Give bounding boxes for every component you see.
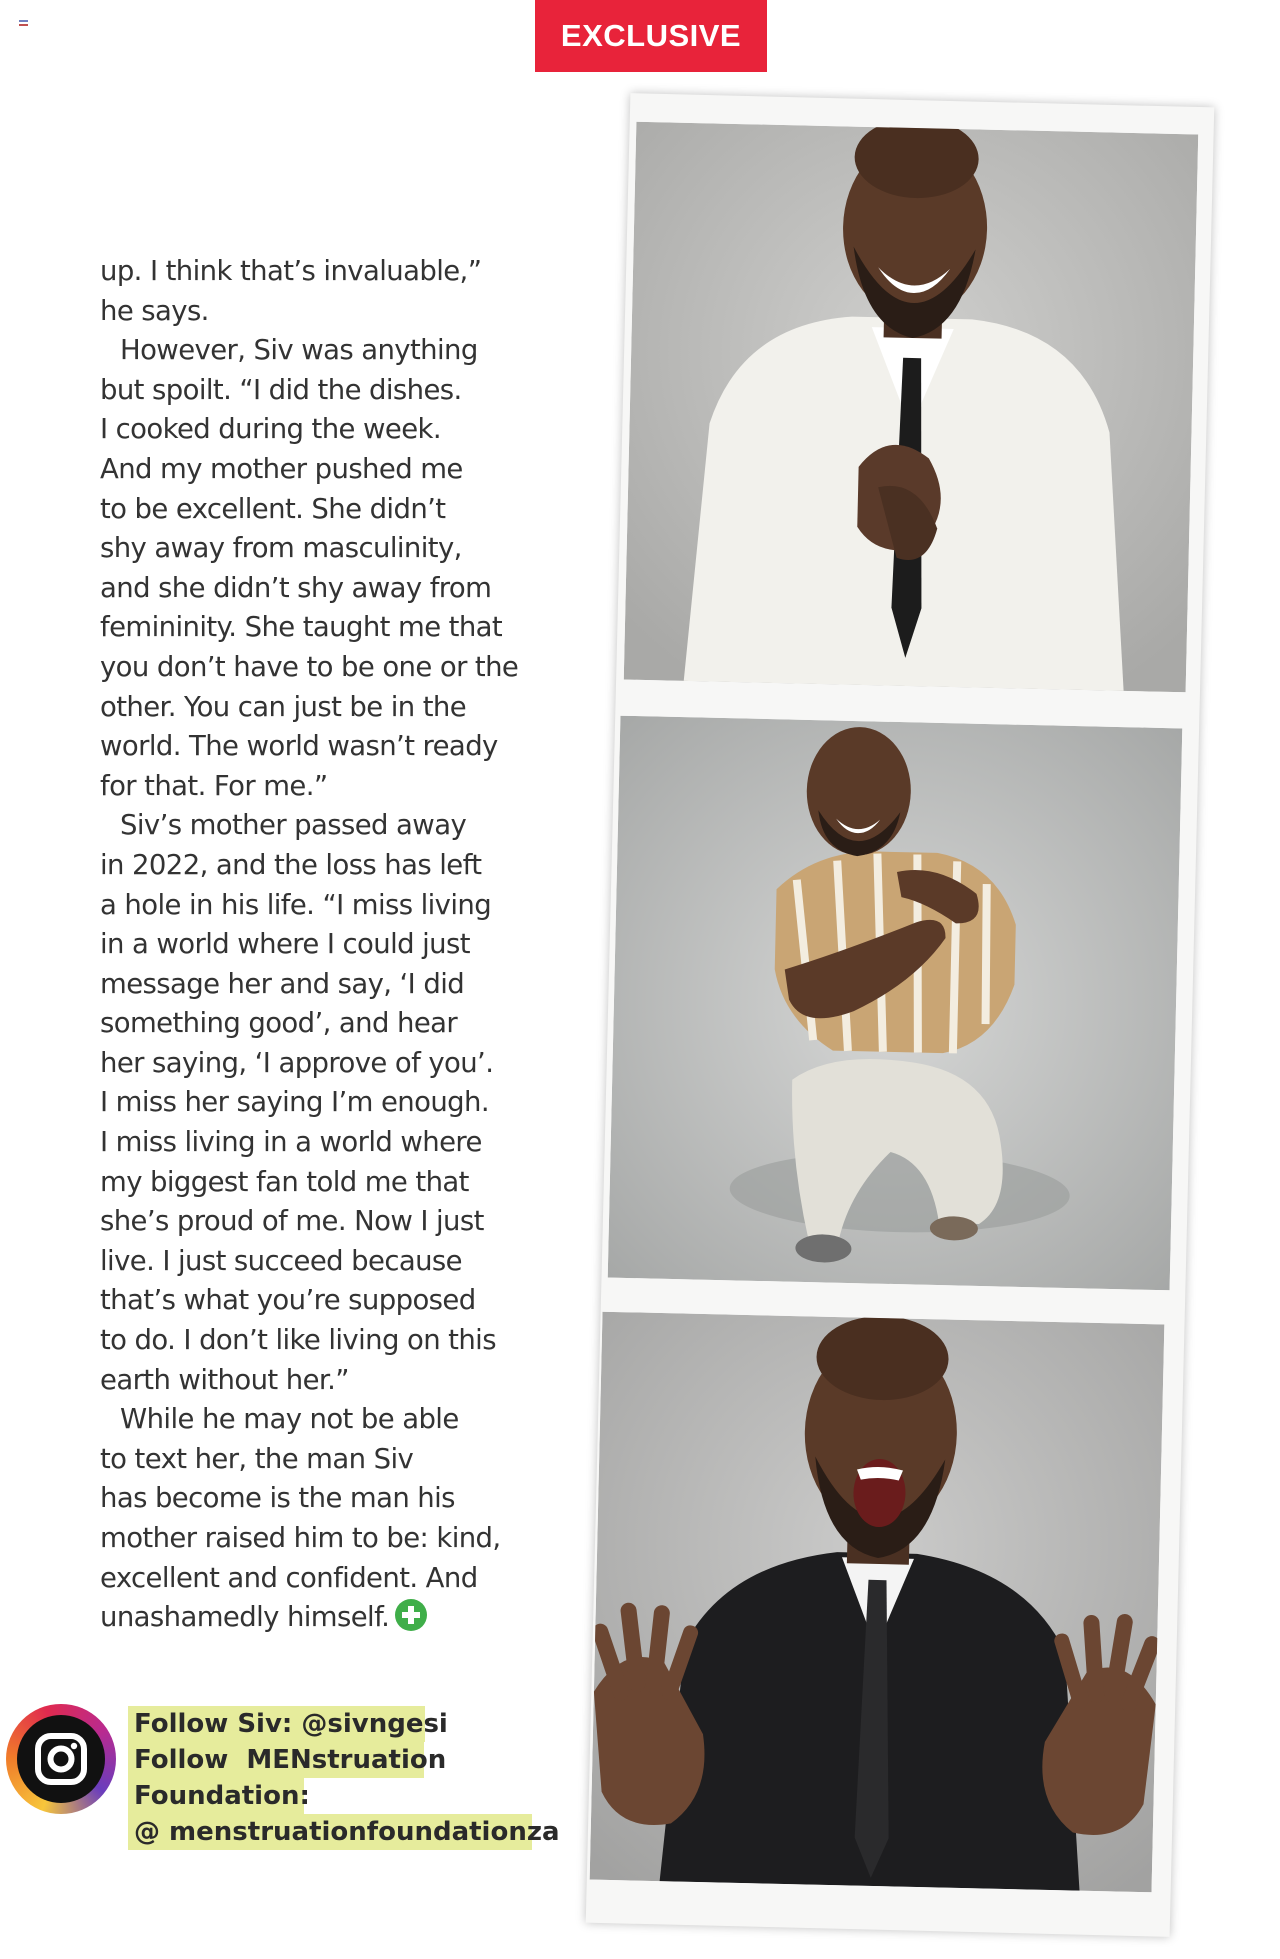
plus-circle-icon	[395, 1599, 427, 1631]
exclusive-tag-label: EXCLUSIVE	[560, 18, 742, 53]
article-body	[100, 252, 540, 1638]
article-line: And my mother pushed me	[100, 452, 463, 485]
article-line: I cooked during the week.	[100, 413, 442, 446]
article-line: you don’t have to be one or the	[100, 650, 519, 683]
article-line: a hole in his life. “I miss living	[100, 888, 492, 921]
follow-siv-handle[interactable]: Follow Siv: @sivngesi	[128, 1706, 425, 1742]
article-line: but spoilt. “I did the dishes.	[100, 373, 462, 406]
article-line: I miss her saying I’m enough.	[100, 1086, 490, 1119]
article-line: other. You can just be in the	[100, 690, 467, 723]
article-line: While he may not be able	[120, 1403, 459, 1436]
exclusive-tag	[535, 0, 767, 72]
article-line: has become is the man his	[100, 1482, 455, 1515]
article-line: world. The world wasn’t ready	[100, 730, 498, 763]
article-line: shy away from masculinity,	[100, 532, 462, 565]
article-line: to text her, the man Siv	[100, 1442, 414, 1475]
photo-white-suit	[624, 122, 1199, 693]
article-line: to do. I don’t like living on this	[100, 1324, 496, 1357]
article-line: she’s proud of me. Now I just	[100, 1205, 484, 1238]
instagram-icon-inner	[17, 1715, 105, 1803]
article-line: in 2022, and the loss has left	[100, 848, 482, 881]
article-line: to be excellent. She didn’t	[100, 492, 446, 525]
article-last-line	[100, 1598, 540, 1638]
article-line: and she didn’t shy away from	[100, 571, 492, 604]
article-line: my biggest fan told me that	[100, 1165, 469, 1198]
article-line: excellent and confident. And	[100, 1561, 478, 1594]
photo-striped-shirt-image	[608, 716, 1183, 1291]
photo-striped-shirt-crouching	[608, 716, 1183, 1291]
photo-strip	[560, 90, 1240, 1930]
article-line: earth without her.”	[100, 1363, 349, 1396]
article-line: something good’, and hear	[100, 1007, 458, 1040]
article-line: up. I think that’s invaluable,”	[100, 255, 482, 287]
article-line: in a world where I could just	[100, 928, 470, 961]
photo-black-suit-image	[590, 1312, 1165, 1893]
article-line: message her and say, ‘I did	[100, 967, 465, 1000]
article-line: for that. For me.”	[100, 769, 328, 802]
article-line: live. I just succeed because	[100, 1244, 462, 1277]
article-line: Siv’s mother passed away	[120, 809, 467, 842]
follow-foundation-handle[interactable]: @ menstruationfoundationza	[128, 1814, 532, 1850]
follow-foundation-line-2: Foundation:	[128, 1778, 304, 1814]
article-line: mother raised him to be: kind,	[100, 1522, 501, 1554]
article-line: However, Siv was anything	[120, 334, 478, 367]
article-line: her saying, ‘I approve of you’.	[100, 1046, 494, 1079]
instagram-icon[interactable]	[6, 1704, 116, 1814]
social-follow-block	[128, 1706, 560, 1850]
instagram-glyph-icon	[33, 1731, 89, 1787]
article-line: unashamedly himself.	[100, 1601, 390, 1634]
corner-mark	[19, 20, 28, 26]
article-line: femininity. She taught me that	[100, 611, 503, 644]
photo-white-suit-image	[624, 122, 1199, 693]
article-line: I miss living in a world where	[100, 1126, 482, 1159]
article-line: he says.	[100, 294, 209, 327]
follow-foundation-line-1: Follow MENstruation	[128, 1742, 424, 1778]
article-line: that’s what you’re supposed	[100, 1284, 476, 1317]
photo-black-suit-shouting	[590, 1312, 1165, 1893]
